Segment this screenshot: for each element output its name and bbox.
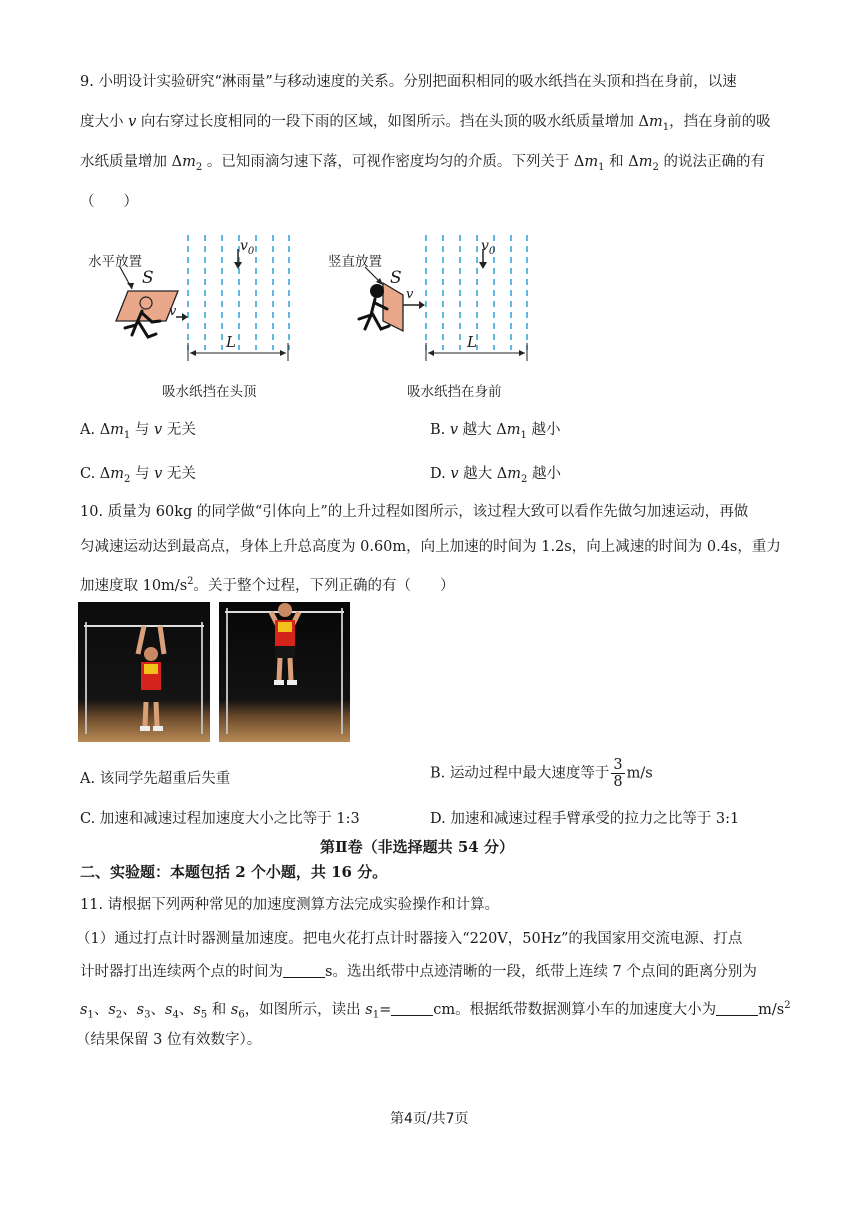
section-heading: 二、实验题：本题包括 2 个小题，共 16 分。 <box>80 863 388 881</box>
label-length-L-right: L <box>467 333 477 351</box>
q11-line-4: $s_1$、$s_2$、$s_3$、$s_4$、$s_5$ 和 $s_6$，如图所示，读出 $s_1=$ cm。根据纸带数据测算小车的加速度大小为 $m/s^2$ <box>80 1000 791 1021</box>
q9-line-2: 度大小 v 向右穿过长度相同的一段下雨的区域，如图所示。挡在头顶的吸水纸质量增加 $\Delta m_1$，挡在身前的吸 <box>80 114 771 133</box>
q11-line-3: 计时器打出连续两个点的时间为 s。选出纸带中点迹清晰的一段，纸带上连续 7 个点间的距离分别为 <box>80 964 757 980</box>
q9-line-3: 水纸质量增加 $\Delta m_2$ 。已知雨滴匀速下落，可视作密度均匀的介质。下列关于 $\Delta m_1$ 和 $\Delta m_2$ 的说法正确的有 <box>80 154 765 173</box>
q11-line-2: （1）通过打点计时器测量加速度。把电火花打点计时器接入“220V，50Hz”的我国家用交流电源、打点 <box>76 931 743 947</box>
pullup-figure-high <box>219 602 350 742</box>
label-area-S-right: S <box>390 268 402 288</box>
label-horizontal: 水平放置 <box>88 254 142 270</box>
label-rain-velocity: $v_0$ <box>240 238 255 257</box>
label-velocity-v: v <box>169 304 177 319</box>
q10-option-a: A. 该同学先超重后失重 <box>80 771 231 787</box>
figure-paper-on-head <box>80 225 300 365</box>
q10-line-3: 加速度取 $10m/s^2$。关于整个过程，下列正确的有（ ） <box>80 576 455 594</box>
q10-line-1: 10. 质量为 60kg 的同学做“引体向上”的上升过程如图所示，该过程大致可以看作先做匀加速运动，再做 <box>80 504 749 520</box>
q10-option-c: C. 加速和减速过程加速度大小之比等于 1:3 <box>80 811 360 827</box>
photo-pullup-top <box>219 602 350 742</box>
q10-option-d: D. 加速和减速过程手臂承受的拉力之比等于 3:1 <box>430 811 740 827</box>
q9-line-1: 9. 小明设计实验研究“淋雨量”与移动速度的关系。分别把面积相同的吸水纸挡在头顶和挡在身前，以速 <box>80 74 737 90</box>
q9-option-d: D. v 越大 $\Delta m_2$ 越小 <box>430 466 561 485</box>
q10-option-b: B. 运动过程中最大速度等于 $\frac{3}{8}$ m/s <box>430 757 653 790</box>
label-area-S: S <box>142 268 154 288</box>
q11-line-5: （结果保留 3 位有效数字）。 <box>76 1032 262 1048</box>
answer-blank-s1[interactable] <box>391 1001 433 1016</box>
q9-option-a: A. $\Delta m_1$ 与 v 无关 <box>80 422 196 441</box>
q9-option-c: C. $\Delta m_2$ 与 v 无关 <box>80 466 196 485</box>
answer-blank-acceleration[interactable] <box>716 1001 758 1016</box>
page-footer: 第4页/共7页 <box>390 1111 469 1127</box>
label-length-L: L <box>226 333 236 351</box>
q11-line-1: 11. 请根据下列两种常见的加速度测算方法完成实验操作和计算。 <box>80 897 500 913</box>
fraction-3-8: $\frac{3}{8}$ <box>613 757 623 790</box>
figure-paper-in-front <box>325 225 545 365</box>
caption-paper-on-head: 吸水纸挡在头顶 <box>162 384 257 400</box>
label-rain-velocity-right: $v_0$ <box>481 238 496 257</box>
caption-paper-in-front: 吸水纸挡在身前 <box>407 384 502 400</box>
pullup-figure-low <box>78 602 210 742</box>
answer-blank-period[interactable] <box>283 963 325 978</box>
q9-answer-paren: （ ） <box>80 194 138 210</box>
label-velocity-v-right: v <box>406 287 414 302</box>
q10-line-2: 匀减速运动达到最高点，身体上升总高度为 0.60m，向上加速的时间为 1.2s，向上减速的时间为 0.4s，重力 <box>80 539 781 555</box>
q9-option-b: B. v 越大 $\Delta m_1$ 越小 <box>430 422 561 441</box>
label-vertical: 竖直放置 <box>328 254 382 270</box>
photo-pullup-start <box>78 602 210 742</box>
section-title: 第Ⅱ卷（非选择题共 54 分） <box>320 838 514 856</box>
